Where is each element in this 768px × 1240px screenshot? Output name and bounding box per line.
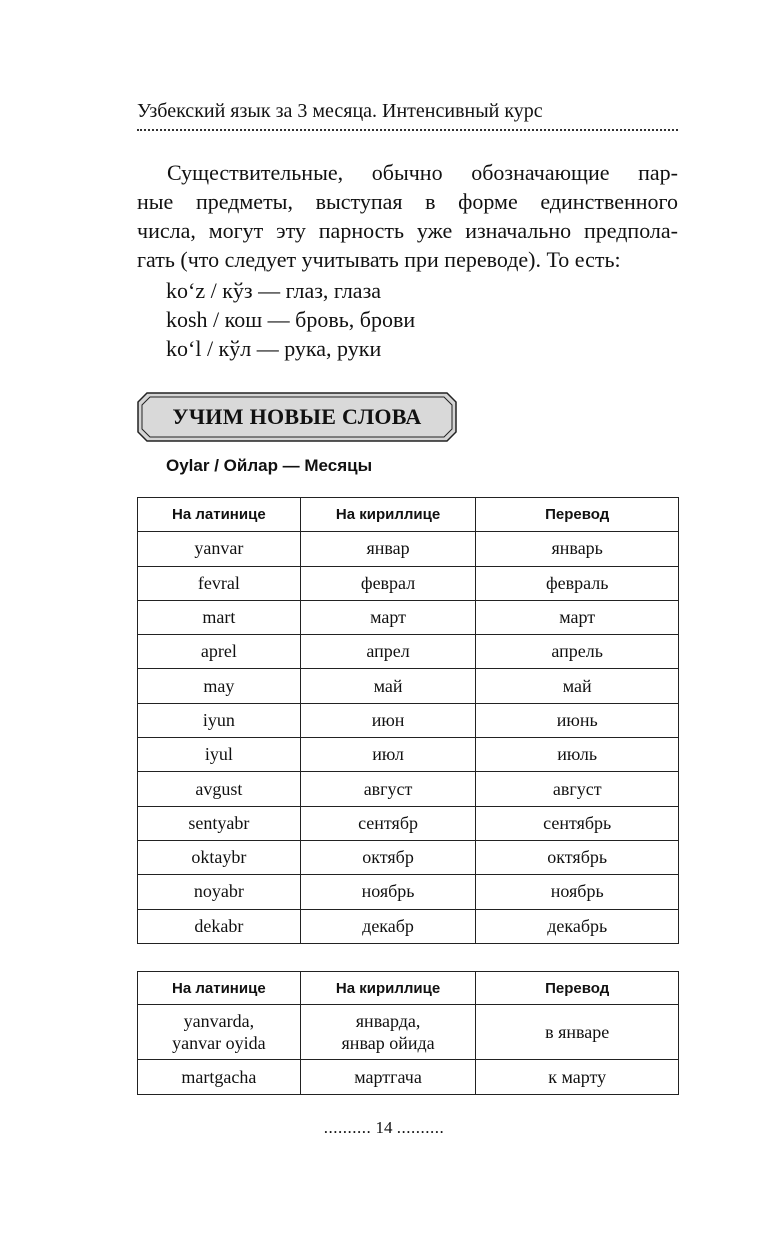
cell-cyrillic: феврал — [300, 566, 476, 600]
table-header-row — [138, 972, 679, 1005]
table-row — [138, 532, 679, 566]
cell-translation: к марту — [476, 1060, 679, 1095]
cell-cyrillic: август — [300, 772, 476, 806]
running-header: Узбекский язык за 3 месяца. Интенсивный курс — [137, 100, 678, 131]
cell-translation: июль — [476, 738, 679, 772]
cell-cyrillic: март — [300, 600, 476, 634]
cell-latin: aprel — [138, 635, 301, 669]
table-row — [138, 703, 679, 737]
cell-line: январ ойида — [341, 1033, 435, 1053]
cell-translation: сентябрь — [476, 806, 679, 840]
cell-cyrillic: декабр — [300, 909, 476, 943]
cell-translation: июнь — [476, 703, 679, 737]
paragraph-line: гать (что следует учитывать при переводе). То есть: — [137, 247, 621, 272]
cell-latin: iyul — [138, 738, 301, 772]
cell-latin: martgacha — [138, 1060, 301, 1095]
cell-translation: в январе — [476, 1005, 679, 1060]
example-item: kosh / кош — бровь, брови — [166, 307, 416, 332]
cell-translation: март — [476, 600, 679, 634]
prepositions-table — [137, 971, 679, 1095]
cell-translation: декабрь — [476, 909, 679, 943]
cell-cyrillic: октябр — [300, 840, 476, 874]
footer-dots-right: .......... — [396, 1118, 445, 1137]
table-row — [138, 806, 679, 840]
table-row — [138, 875, 679, 909]
cell-latin: mart — [138, 600, 301, 634]
section-banner — [137, 392, 457, 442]
cell-cyrillic: май — [300, 669, 476, 703]
table-row — [138, 909, 679, 943]
cell-cyrillic — [300, 1005, 476, 1060]
paragraph-line: Существительные, обычно обозначающие пар- — [167, 160, 678, 185]
table-header-row — [138, 498, 679, 532]
cell-cyrillic: сентябр — [300, 806, 476, 840]
banner-label: УЧИМ НОВЫЕ СЛОВА — [172, 404, 422, 429]
cell-translation: август — [476, 772, 679, 806]
cell-latin: yanvar — [138, 532, 301, 566]
cell-latin: fevral — [138, 566, 301, 600]
cell-translation: январь — [476, 532, 679, 566]
cell-cyrillic: апрел — [300, 635, 476, 669]
cell-latin: oktaybr — [138, 840, 301, 874]
cell-latin — [138, 1005, 301, 1060]
column-header-cyrillic: На кириллице — [300, 972, 476, 1005]
months-table — [137, 497, 679, 944]
footer-dots-left: .......... — [323, 1118, 372, 1137]
example-list — [166, 276, 415, 363]
page-footer — [0, 1118, 768, 1138]
table-row — [138, 840, 679, 874]
cell-translation: апрель — [476, 635, 679, 669]
cell-latin: iyun — [138, 703, 301, 737]
cell-latin: sentyabr — [138, 806, 301, 840]
cell-cyrillic: июн — [300, 703, 476, 737]
cell-line: yanvar oyida — [172, 1033, 266, 1053]
cell-line: yanvarda, — [183, 1011, 255, 1031]
cell-translation: май — [476, 669, 679, 703]
table-row — [138, 1005, 679, 1060]
paragraph-line: числа, могут эту парность уже изначально предпола- — [137, 218, 678, 243]
column-header-translation: Перевод — [476, 972, 679, 1005]
paragraph-line: ные предметы, выступая в форме единственного — [137, 189, 678, 214]
cell-cyrillic: мартгача — [300, 1060, 476, 1095]
column-header-latin: На латинице — [138, 498, 301, 532]
column-header-latin: На латинице — [138, 972, 301, 1005]
example-item: ko‘z / кўз — глаз, глаза — [166, 278, 382, 303]
cell-cyrillic: июл — [300, 738, 476, 772]
body-paragraph — [137, 158, 678, 274]
table-row — [138, 600, 679, 634]
cell-latin: may — [138, 669, 301, 703]
table-row — [138, 566, 679, 600]
table-row — [138, 1060, 679, 1095]
cell-latin: avgust — [138, 772, 301, 806]
table-row — [138, 635, 679, 669]
example-item: ko‘l / кўл — рука, руки — [166, 336, 382, 361]
table-row — [138, 669, 679, 703]
table-row — [138, 772, 679, 806]
column-header-translation: Перевод — [476, 498, 679, 532]
table-row — [138, 738, 679, 772]
column-header-cyrillic: На кириллице — [300, 498, 476, 532]
cell-translation: февраль — [476, 566, 679, 600]
cell-latin: dekabr — [138, 909, 301, 943]
cell-translation: ноябрь — [476, 875, 679, 909]
cell-cyrillic: ноябрь — [300, 875, 476, 909]
page-number: 14 — [375, 1118, 393, 1137]
cell-translation: октябрь — [476, 840, 679, 874]
cell-line: январда, — [355, 1011, 421, 1031]
cell-latin: noyabr — [138, 875, 301, 909]
cell-cyrillic: январ — [300, 532, 476, 566]
section-subheading: Oylar / Ойлар — Месяцы — [166, 456, 373, 475]
